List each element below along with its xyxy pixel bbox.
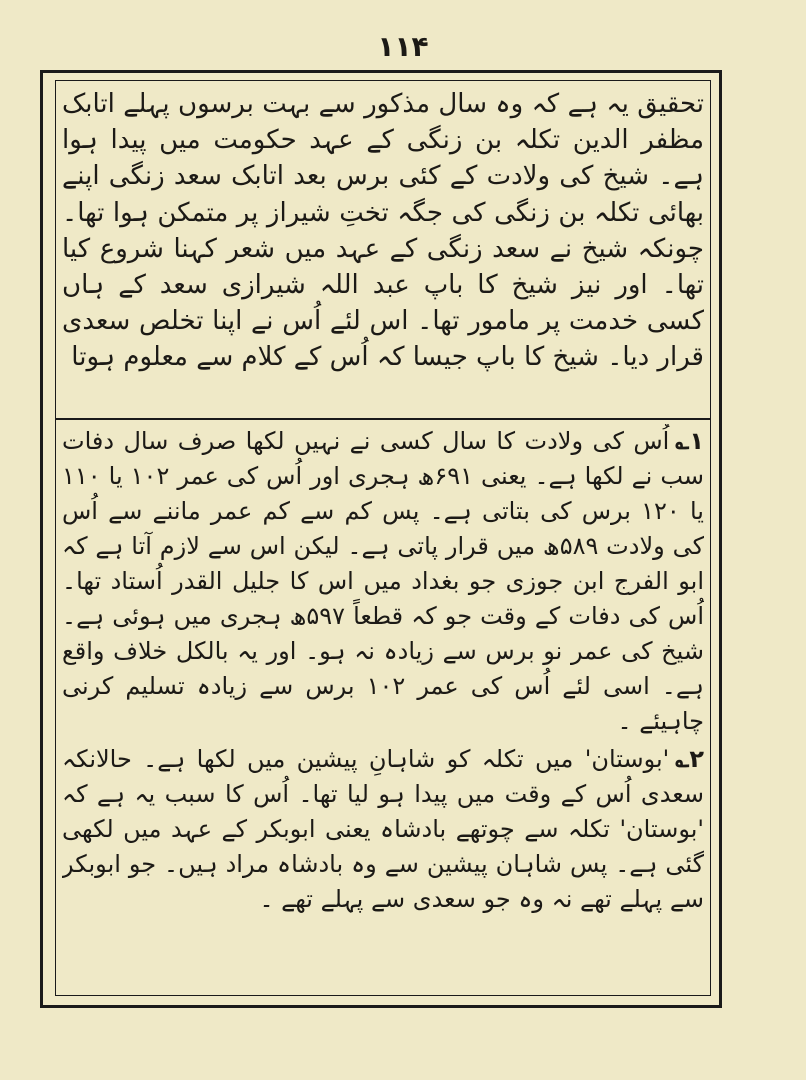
page-number: ۱۱۴ xyxy=(377,30,429,63)
footnote-divider xyxy=(55,418,711,420)
footnote-1 xyxy=(62,424,704,742)
footnotes xyxy=(62,424,704,982)
footnote-text: 'بوستان' میں تکلہ کو شاہانِ پیشین میں لکھا ہے۔ حالانکہ سعدی اُس کے وقت میں پیدا ہو لیا تھا۔ اُس کا سبب یہ ہے کہ 'بوستان' تکلہ سے چوتھے بادشاہ یعنی ابوبکر کے عہد میں لکھی گئی ہے۔ پس شاہان پیشین سے وہ بادشاہ مراد ہیں۔ جو ابوبکر سے پہلے تھے نہ وہ جو سعدی سے پہلے تھے ۔ xyxy=(62,745,704,913)
footnote-marker: ۲؎ xyxy=(675,745,704,773)
footnote-2 xyxy=(62,742,704,982)
footnote-marker: ۱؎ xyxy=(675,427,704,455)
footnote-text: اُس کی ولادت کا سال کسی نے نہیں لکھا صرف سال دفات سب نے لکھا ہے۔ یعنی ۶۹۱ھ ہجری اور اُس کی عمر ۱۰۲ یا ۱۱۰ یا ۱۲۰ برس کی بتاتی ہے۔ پس کم سے کم عمر ماننے سے اُس کی ولادت ۵۸۹ھ میں قرار پاتی ہے۔ لیکن اس سے لازم آتا ہے کہ ابو الفرج ابن جوزی جو بغداد میں اس کا جلیل القدر اُستاد تھا۔ اُس کی دفات کے وقت جو کہ قطعاً ۵۹۷ھ ہجری میں ہوئی ہے۔ شیخ کی عمر نو برس سے زیادہ نہ ہو۔ اور یہ بالکل خلاف واقع ہے۔ اسی لئے اُس کی عمر ۱۰۲ برس سے زیادہ تسلیم کرنی چاہیئے ۔ xyxy=(62,427,704,735)
main-text: تحقیق یہ ہے کہ وہ سال مذکور سے بہت برسوں پہلے اتابک مظفر الدین تکلہ بن زنگی کے عہد حکومت میں پیدا ہوا ہے۔ شیخ کی ولادت کے کئی برس بعد اتابک سعد زنگی اپنے بھائی تکلہ بن زنگی کی جگہ تختِ شیراز پر متمکن ہوا تھا۔ چونکہ شیخ نے سعد زنگی کے عہد میں شعر کہنا شروع کیا تھا۔ اور نیز شیخ کا باپ عبد اللہ شیرازی سعد کے ہاں کسی خدمت پر مامور تھا۔ اس لئے اُس نے اپنا تخلص سعدی قرار دیا۔ شیخ کا باپ جیسا کہ اُس کے کلام سے معلوم ہوتا xyxy=(62,89,704,373)
